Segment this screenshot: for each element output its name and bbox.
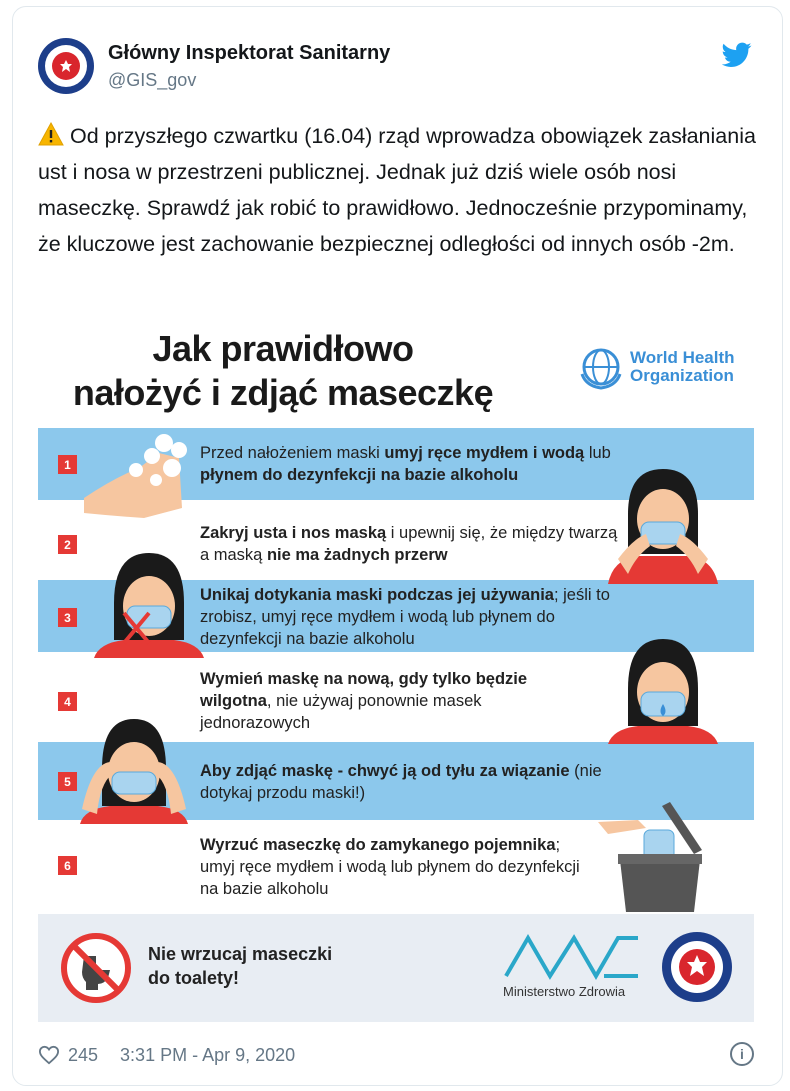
step-3-text: Unikaj dotykania maski podczas jej używania; jeśli to zrobisz, umyj ręce mydłem i wodą lub płynem do dezynfekcji na bazie alkoholu [200,586,610,648]
infographic-image[interactable] [38,318,754,1022]
step-4-badge: 4 [58,692,77,711]
author-name[interactable]: Główny Inspektorat Sanitarny [108,42,391,64]
who-line2: Organization [630,366,734,385]
author-avatar[interactable] [38,38,94,94]
heart-icon[interactable] [38,1045,60,1065]
ministry-label: Ministerstwo Zdrowia [503,984,626,999]
step-6-text: Wyrzuć maseczkę do zamykanego pojemnika; umyj ręce mydłem i wodą lub płynem do dezynfekcji na bazie alkoholu [200,836,580,898]
step-2-badge: 2 [58,535,77,554]
step-1-badge: 1 [58,455,77,474]
tweet-footer [38,1042,754,1068]
who-emblem-icon [578,344,624,390]
ministry-of-health-logo [504,934,640,980]
info-icon[interactable]: i [730,1042,754,1066]
infographic-title-line2: nałożyć i zdjąć maseczkę [72,372,494,413]
warning-icon [38,122,64,146]
washing-hands-illustration [84,418,194,528]
who-line1: World Health [630,348,735,367]
toilet-warning-line1: Nie wrzucaj maseczki [148,944,333,964]
step-1-text: Przed nałożeniem maski umyj ręce mydłem i wodą lub płynem do dezynfekcji na bazie alkoholu [200,444,611,484]
woman-wet-mask-illustration [608,634,718,744]
bin-disposal-illustration [598,794,718,914]
tweet-text [38,118,758,262]
step-2-text: Zakryj usta i nos maską i upewnij się, że między twarzą a maską nie ma żadnych przerw [200,524,618,564]
step-5-text: Aby zdjąć maskę - chwyć ją od tyłu za wiązanie (nie dotykaj przodu maski!) [200,762,602,802]
step-3-badge: 3 [58,608,77,627]
toilet-warning-line2: do toalety! [148,968,240,988]
tweet-timestamp[interactable]: 3:31 PM - Apr 9, 2020 [120,1044,296,1065]
step-6-badge: 6 [58,856,77,875]
no-toilet-icon [60,932,132,1004]
woman-not-touching-mask-illustration [94,548,204,658]
step-5-badge: 5 [58,772,77,791]
who-logo [578,344,735,390]
step-4-text: Wymień maskę na nową, gdy tylko będzie wilgotna, nie używaj ponownie masek jednorazowych [200,670,528,732]
infographic-footer [38,914,754,1022]
twitter-bird-icon[interactable] [722,42,752,68]
like-count[interactable]: 245 [68,1044,99,1065]
gis-emblem-icon [660,930,734,1004]
infographic-title-line1: Jak prawidłowo [152,328,414,369]
eagle-emblem-icon [58,58,74,74]
author-handle[interactable]: @GIS_gov [108,70,197,90]
tweet-body: Od przyszłego czwartku (16.04) rząd wprowadza obowiązek zasłaniania ust i nosa w przestrzeni publicznej. Jednak już dziś wiele osób nosi maseczkę. Sprawdź jak robić to prawidłowo. Jednocześnie przypominamy, że kluczowe jest zachowanie bezpiecznej odległości od innych osób -2m. [38,124,756,256]
woman-removing-mask-illustration [72,714,192,824]
